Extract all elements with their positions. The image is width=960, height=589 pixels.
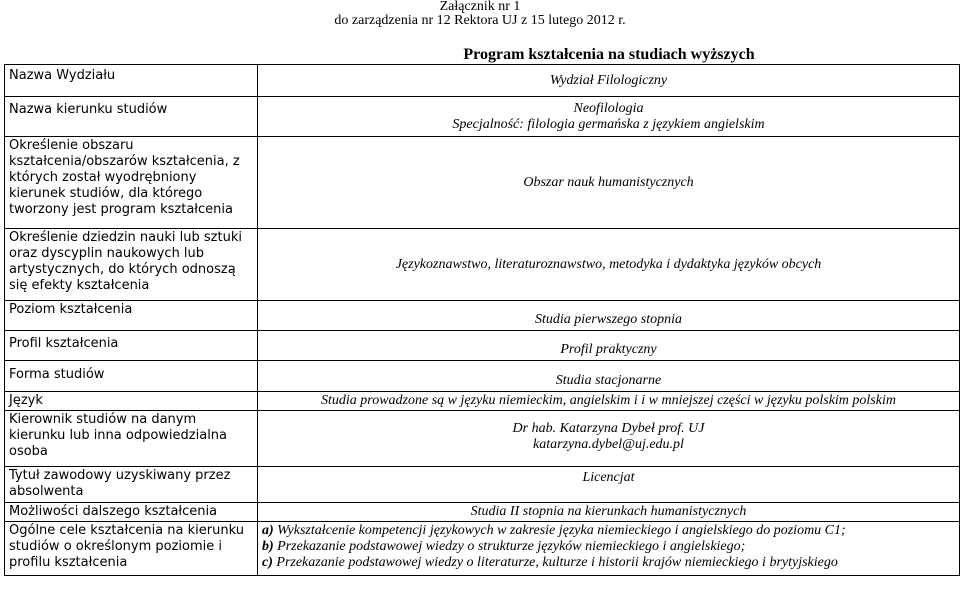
label-field-text: Nazwa kierunku studiów (9, 102, 168, 117)
goal-text-c: Przekazanie podstawowej wiedzy o literaturze, kulturze i historii krajów niemieckiego i brytyjskiego (272, 555, 838, 570)
value-goals (258, 522, 960, 576)
value-profile-text: Profil praktyczny (560, 342, 657, 357)
value-faculty (258, 65, 960, 97)
ordinance-reference: do zarządzenia nr 12 Rektora UJ z 15 lutego 2012 r. (334, 13, 626, 28)
value-profile (258, 331, 960, 361)
label-level-text: Poziom kształcenia (9, 302, 133, 317)
row-form (5, 361, 960, 392)
value-disciplines (258, 229, 960, 301)
value-head (258, 411, 960, 467)
row-title-awarded (5, 467, 960, 503)
label-form-text: Forma studiów (9, 367, 105, 382)
goal-item-c (262, 555, 955, 571)
value-faculty-text: Wydział Filologiczny (549, 72, 668, 88)
label-head-text: Kierownik studiów na danym kierunku lub inna odpowiedzialna osoba (9, 412, 228, 459)
goal-marker-c: c) (262, 555, 273, 570)
value-form-text: Studia stacjonarne (555, 373, 662, 388)
value-head-email[interactable]: katarzyna.dybel@uj.edu.pl (533, 437, 684, 452)
row-area (5, 137, 960, 229)
value-title-awarded (258, 467, 960, 503)
value-head-name: Dr hab. Katarzyna Dybeł prof. UJ (512, 421, 705, 436)
goal-marker-b: b) (262, 539, 274, 554)
label-faculty-text: Nazwa Wydziału (9, 68, 116, 83)
value-field-specialty: Specjalność: filologia germańska z językiem angielskim (452, 116, 765, 132)
goal-item-b (262, 539, 955, 555)
row-language (5, 392, 960, 411)
goal-marker-a: a) (262, 523, 274, 538)
goal-item-a (262, 523, 955, 539)
document-title: Program kształcenia na studiach wyższych (463, 46, 755, 63)
value-further (258, 503, 960, 522)
label-further-text: Możliwości dalszego kształcenia (9, 504, 218, 519)
row-head (5, 411, 960, 467)
goal-text-b: Przekazanie podstawowej wiedzy o strukturze języków niemieckiego i angielskiego; (273, 539, 746, 554)
program-table (4, 64, 960, 576)
value-level (258, 301, 960, 331)
label-language (5, 392, 258, 411)
label-form (5, 361, 258, 392)
label-profile-text: Profil kształcenia (9, 336, 119, 351)
label-title-awarded-text: Tytuł zawodowy uzyskiwany przez absolwenta (9, 468, 231, 499)
row-level (5, 301, 960, 331)
value-further-text: Studia II stopnia na kierunkach humanistycznych (470, 504, 747, 519)
label-area-text: Określenie obszaru kształcenia/obszarów kształcenia, z których został wyodrębniony kierunek studiów, dla którego tworzony jest program kształcenia (9, 138, 240, 217)
value-language-text: Studia prowadzone są w języku niemieckim, angielskim i i w mniejszej części w języku polskim polskim (321, 393, 896, 408)
label-goals (5, 522, 258, 576)
label-title-awarded (5, 467, 258, 503)
label-further (5, 503, 258, 522)
label-profile (5, 331, 258, 361)
label-language-text: Język (9, 393, 43, 408)
label-field (5, 97, 258, 137)
label-disciplines-text: Określenie dziedzin nauki lub sztuki oraz dyscyplin naukowych lub artystycznych, do których odnoszą się efekty kształcenia (9, 230, 242, 293)
row-further (5, 503, 960, 522)
goal-text-a: Wykształcenie kompetencji językowych w zakresie języka niemieckiego i angielskiego do poziomu C1; (273, 523, 846, 538)
value-language (258, 392, 960, 411)
value-area (258, 137, 960, 229)
value-form (258, 361, 960, 392)
row-disciplines (5, 229, 960, 301)
value-field (258, 97, 960, 137)
value-title-awarded-text: Licencjat (582, 470, 635, 485)
row-goals (5, 522, 960, 576)
label-head (5, 411, 258, 467)
value-level-text: Studia pierwszego stopnia (534, 312, 682, 327)
annex-label: Załącznik nr 1 (439, 0, 521, 14)
value-area-text: Obszar nauk humanistycznych (523, 174, 694, 190)
label-faculty (5, 65, 258, 97)
label-goals-text: Ogólne cele kształcenia na kierunku studiów o określonym poziomie i profilu kształcenia (9, 523, 244, 570)
value-disciplines-text: Językoznawstwo, literaturoznawstwo, metodyka i dydaktyka języków obcych (395, 256, 822, 272)
label-level (5, 301, 258, 331)
row-field (5, 97, 960, 137)
row-profile (5, 331, 960, 361)
label-area (5, 137, 258, 229)
value-field-name: Neofilologia (573, 100, 644, 116)
label-disciplines (5, 229, 258, 301)
row-faculty (5, 65, 960, 97)
